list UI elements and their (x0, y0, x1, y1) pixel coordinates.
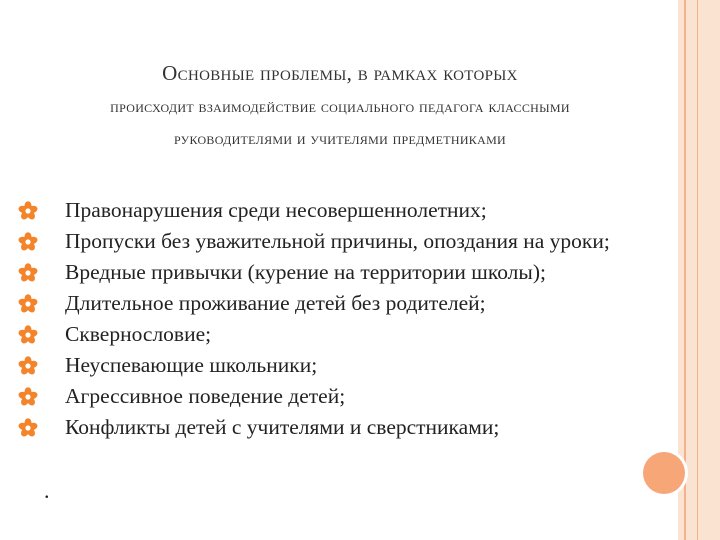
list-item-text: Пропуски без уважительной причины, опоздания на уроки; (65, 229, 610, 253)
list-item-text: Вредные привычки (курение на территории школы); (65, 260, 546, 284)
flower-icon (18, 201, 38, 221)
slide-title (50, 58, 630, 155)
list-item-text: Неуспевающие школьники; (65, 353, 318, 377)
flower-icon (18, 418, 38, 438)
flower-icon (18, 263, 38, 283)
flower-icon (18, 387, 38, 407)
slide-title-line-1: Основные проблемы, в рамках которых (162, 61, 518, 85)
list-item-text: Агрессивное поведение детей; (65, 384, 346, 408)
bullet-list (18, 197, 683, 445)
list-item-text: Длительное проживание детей без родителей; (65, 291, 486, 315)
flower-icon (18, 356, 38, 376)
list-item (18, 321, 683, 347)
trailing-mark: . (44, 478, 50, 503)
right-decor-line (684, 0, 686, 540)
list-item (18, 259, 683, 285)
list-item (18, 197, 683, 223)
list-item (18, 383, 683, 409)
list-item-text: Сквернословие; (65, 322, 212, 346)
flower-icon (18, 232, 38, 252)
list-item (18, 414, 683, 440)
list-item-text: Правонарушения среди несовершеннолетних; (65, 198, 487, 222)
list-item-text: Конфликты детей с учителями и сверстниками; (65, 415, 500, 439)
flower-icon (18, 325, 38, 345)
slide-title-rest: происходит взаимодействие социального педагога классными руководителями и учителями предметниками (110, 97, 570, 148)
list-item (18, 228, 683, 254)
decor-circle (643, 452, 685, 494)
list-item (18, 290, 683, 316)
list-item (18, 352, 683, 378)
right-decor-line-thin (697, 0, 698, 540)
flower-icon (18, 294, 38, 314)
